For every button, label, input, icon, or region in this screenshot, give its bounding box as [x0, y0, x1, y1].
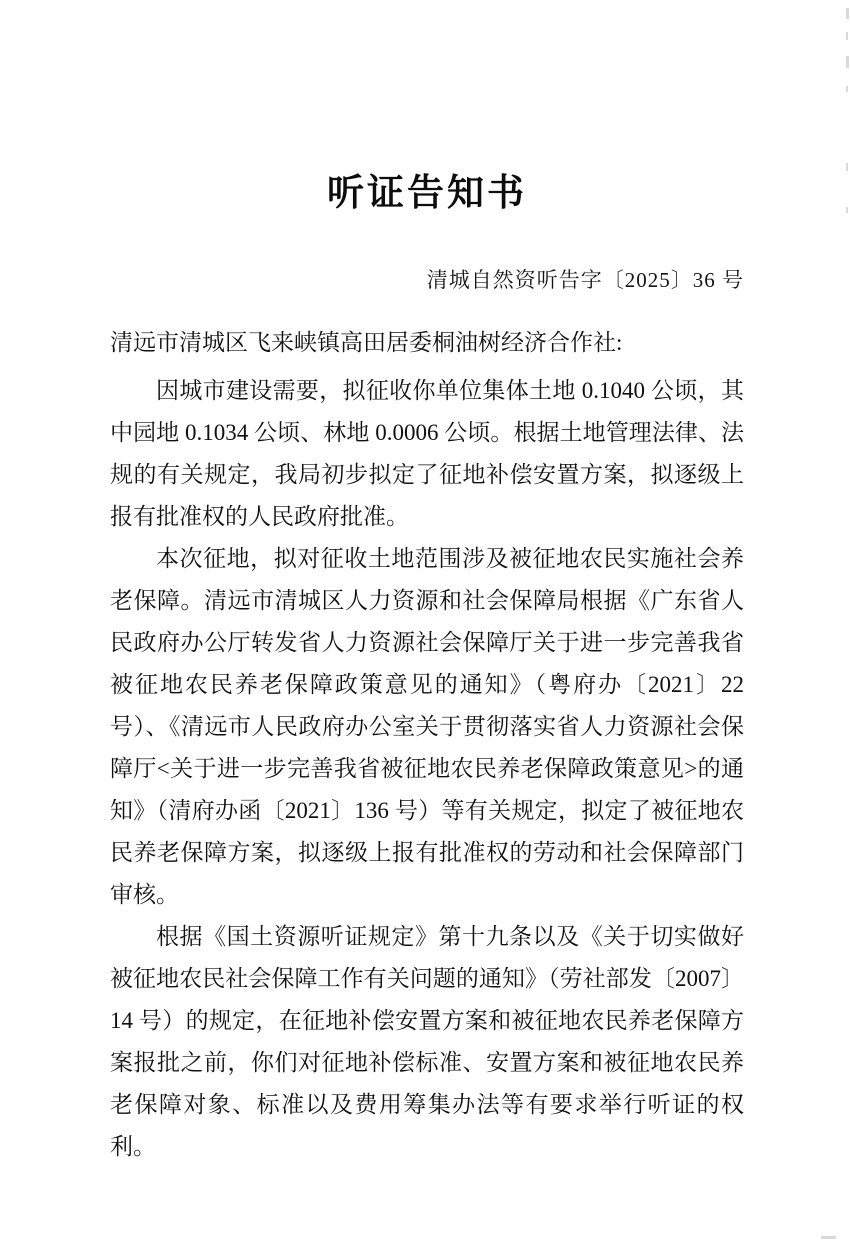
document-body [110, 370, 744, 1168]
scan-artifact [846, 163, 848, 171]
addressee-line: 清远市清城区飞来峡镇高田居委桐油树经济合作社: [110, 330, 623, 355]
scan-artifact [846, 86, 848, 92]
body-paragraph: 根据《国土资源听证规定》第十九条以及《关于切实做好被征地农民社会保障工作有关问题的通知》（劳社部发〔2007〕14 号）的规定，在征地补偿安置方案和被征地农民养老保障方案报批之前，你们对征地补偿标准、安置方案和被征地农民养老保障对象、标准以及费用筹集办法等有要求举行听证的权利。 [110, 924, 744, 1159]
document-title: 听证告知书 [327, 171, 527, 214]
scan-artifact [846, 8, 849, 19]
document-content [110, 0, 744, 1168]
scan-artifact [846, 32, 848, 40]
scan-artifact [846, 56, 849, 68]
body-paragraph: 因城市建设需要，拟征收你单位集体土地 0.1040 公顷，其中园地 0.1034 公顷、林地 0.0006 公顷。根据土地管理法律、法规的有关规定，我局初步拟定了征地补偿安置方案，拟逐级上报有批准权的人民政府批准。 [110, 378, 744, 529]
scan-artifact [821, 1236, 836, 1239]
scan-artifact [846, 207, 848, 213]
document-reference-number: 清城自然资听告字〔2025〕36 号 [426, 268, 744, 292]
body-paragraph: 本次征地，拟对征收土地范围涉及被征地农民实施社会养老保障。清远市清城区人力资源和社会保障局根据《广东省人民政府办公厅转发省人力资源社会保障厅关于进一步完善我省被征地农民养老保障政策意见的通知》（粤府办〔2021〕22 号）、《清远市人民政府办公室关于贯彻落实省人力资源社会保障厅<关于进一步完善我省被征地农民养老保障政策意见>的通知》（清府办函〔2021〕136 号）等有关规定，拟定了被征地农民养老保障方案，拟逐级上报有批准权的劳动和社会保障部门审核。 [110, 546, 744, 907]
